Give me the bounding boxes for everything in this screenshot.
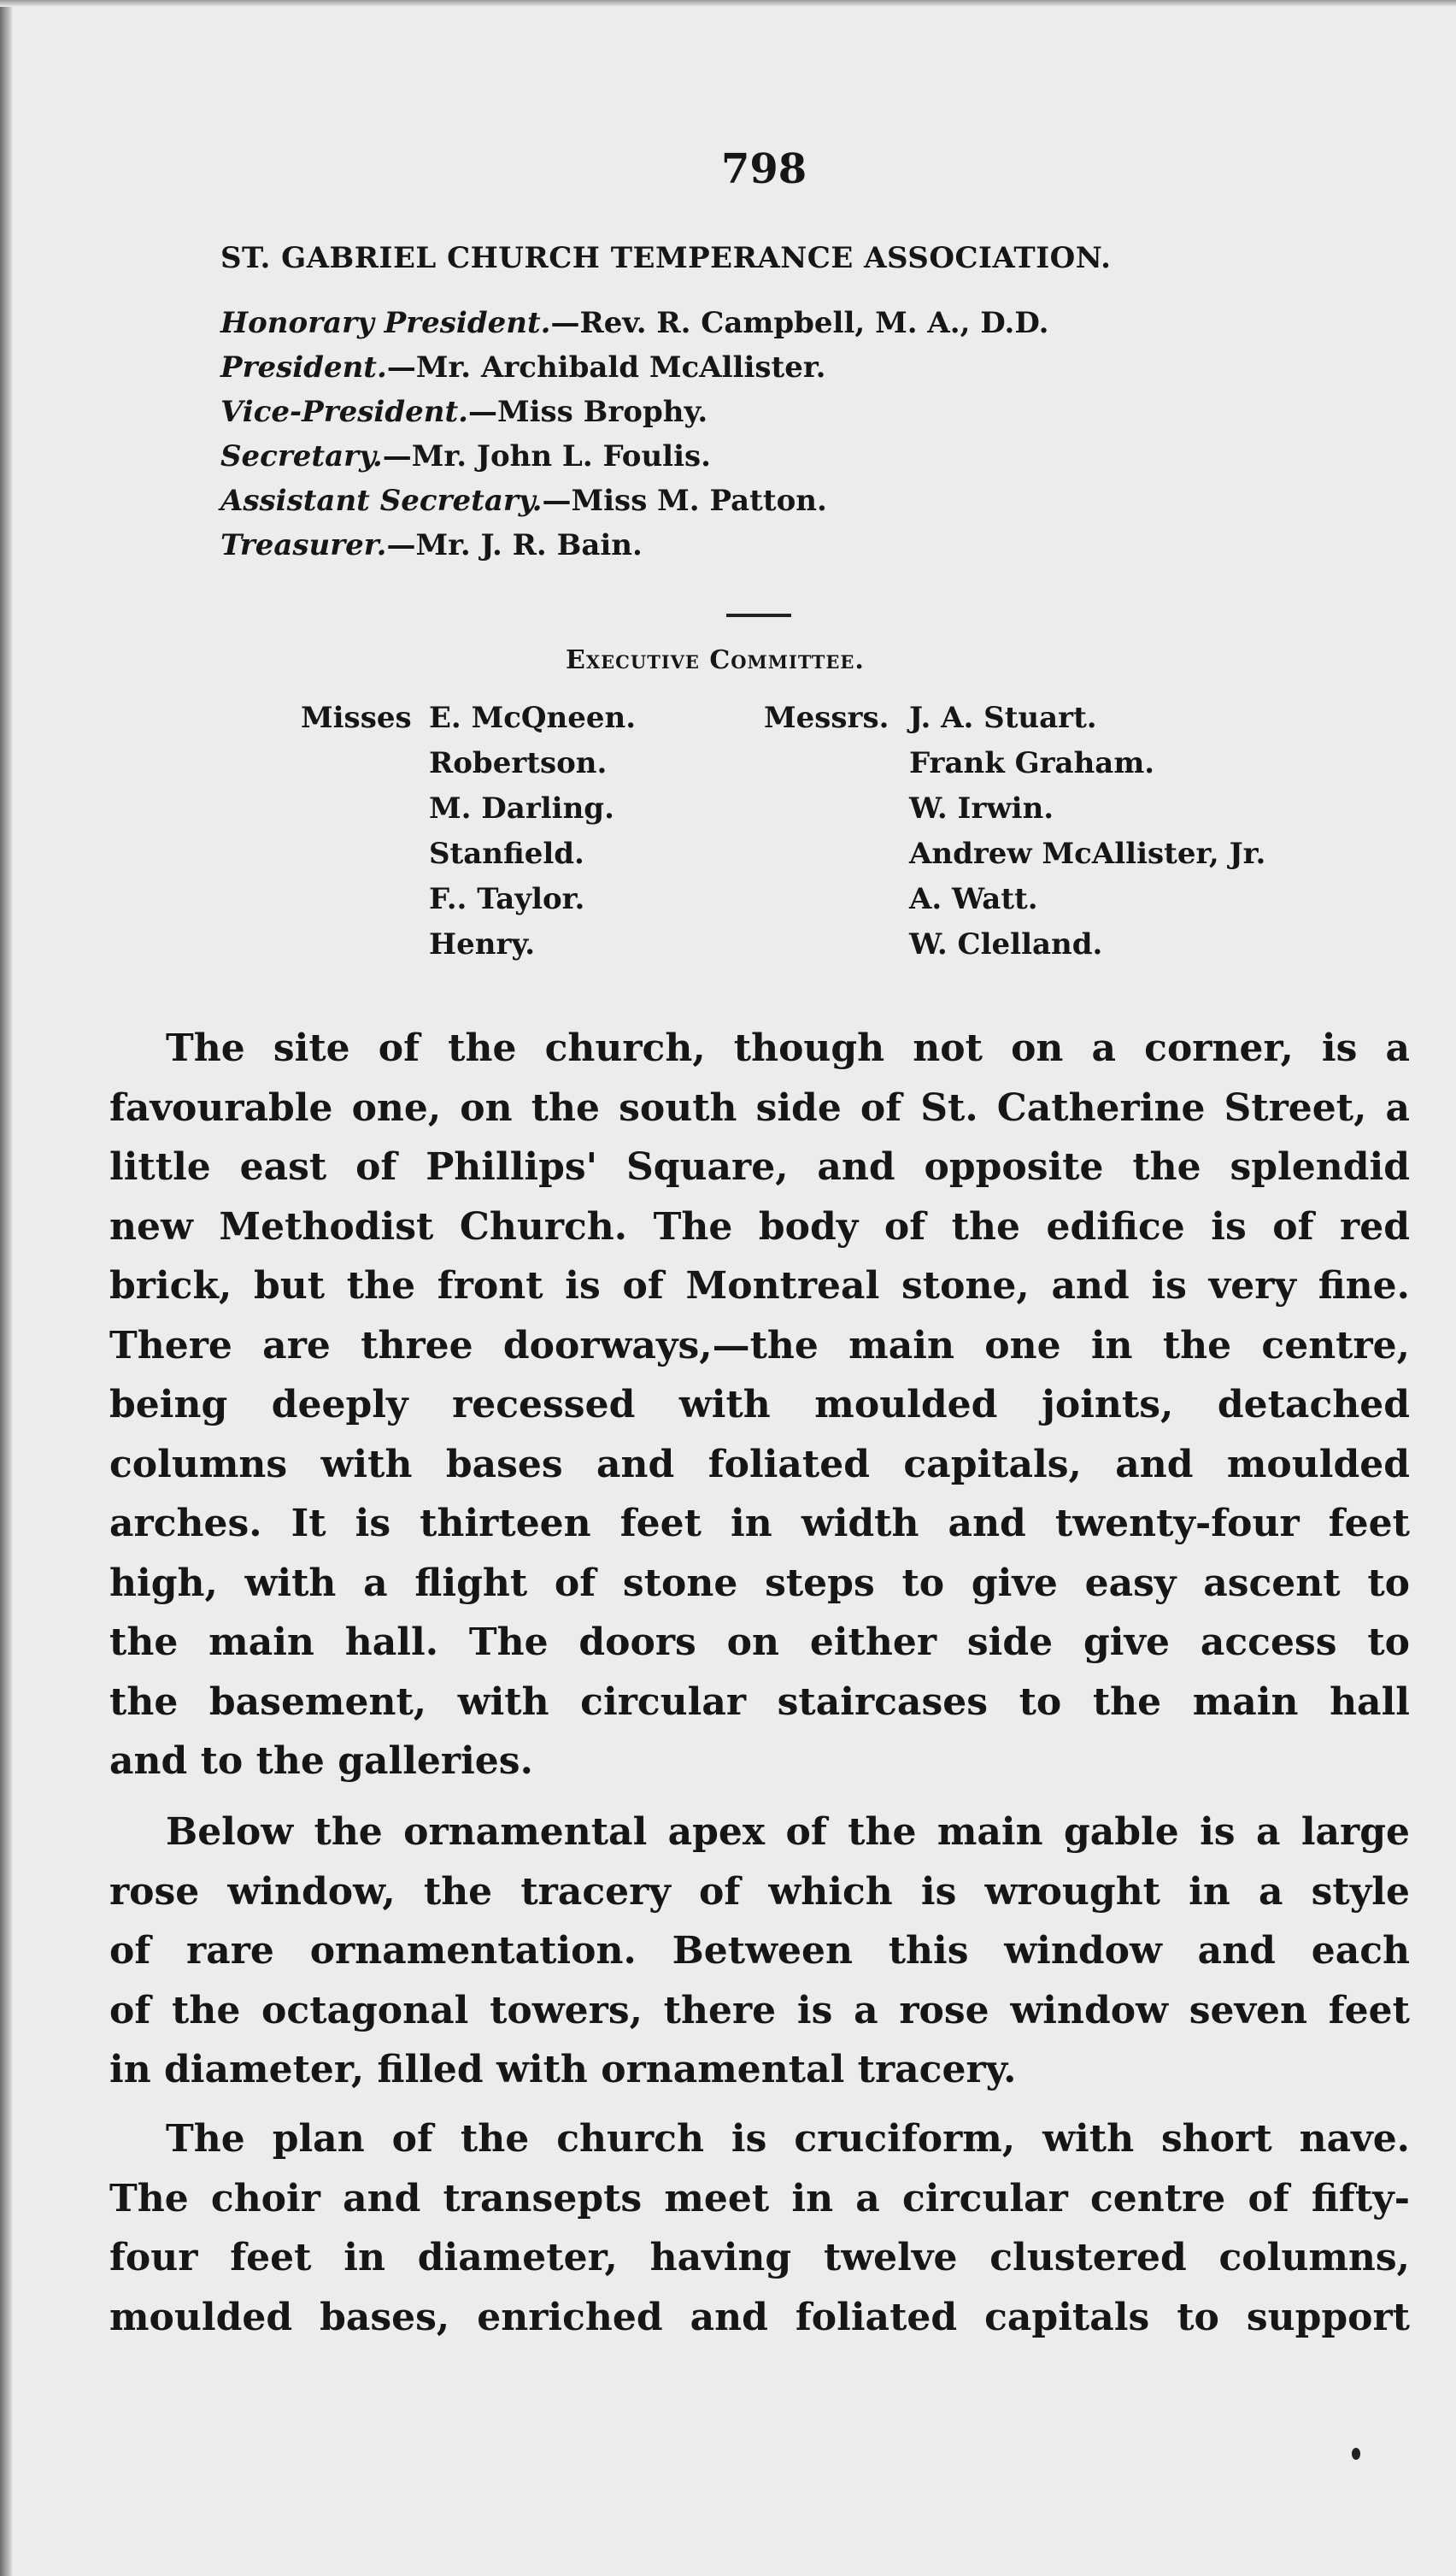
page-edge-shadow [0,0,12,2576]
officer-role: Assistant Secretary. [220,484,543,518]
officer-line [220,395,707,429]
paragraph-line: columns with bases and foliated capitals, and moulded [109,1442,1410,1486]
officer-name: —Rev. R. Campbell, M. A., D.D. [550,306,1049,340]
divider-rule [726,614,791,617]
committee-member-left: F.. Taylor. [429,882,585,916]
officer-name: —Mr. Archibald McAllister. [386,350,826,385]
paragraph-line: the basement, with circular staircases to the main hall [109,1679,1410,1724]
paragraph-line: moulded bases, enriched and foliated capitals to support [109,2295,1410,2339]
paragraph-line: favourable one, on the south side of St. Catherine Street, a [109,1085,1410,1130]
committee-member-left: M. Darling. [429,791,614,826]
committee-right-prefix: Messrs. [764,701,889,735]
committee-title: Executive Committee. [566,645,865,675]
paragraph-line: The site of the church, though not on a corner, is a [166,1026,1410,1070]
paragraph-line: new Methodist Church. The body of the edifice is of red [109,1204,1410,1249]
committee-left-prefix: Misses [301,701,412,735]
paragraph-line: being deeply recessed with moulded joints, detached [109,1383,1410,1426]
officer-line [220,439,711,473]
officer-name: —Miss Brophy. [467,395,708,429]
paragraph-line: There are three doorways,—the main one in the centre, [109,1323,1410,1367]
paragraph-line: little east of Phillips' Square, and opposite the splendid [109,1145,1410,1189]
paragraph-line: the main hall. The doors on either side give access to [109,1620,1410,1664]
officer-line [220,484,827,518]
paragraph-line: brick, but the front is of Montreal stone, and is very fine. [109,1264,1410,1308]
committee-member-right: Andrew McAllister, Jr. [909,837,1266,871]
committee-member-left: Henry. [429,927,536,962]
committee-member-right: W. Clelland. [909,927,1103,962]
officer-role: Honorary President. [220,306,551,340]
officer-line [220,350,825,385]
section-heading: ST. GABRIEL CHURCH TEMPERANCE ASSOCIATION. [220,241,1112,275]
paragraph-line: of the octagonal towers, there is a rose window seven feet [109,1988,1410,2032]
paragraph-line: four feet in diameter, having twelve clustered columns, [109,2236,1410,2279]
body-paragraph [109,2109,1410,2347]
paragraph-line: of rare ornamentation. Between this window and each [109,1929,1410,1973]
committee-member-right: W. Irwin. [909,791,1054,826]
page-number: 798 [721,145,807,193]
committee-member-left: E. McQneen. [429,701,637,735]
officer-role: President. [220,350,387,385]
body-paragraph [109,1803,1410,2100]
paragraph-line: Below the ornamental apex of the main gable is a large [166,1810,1410,1854]
paragraph-line: The choir and transepts meet in a circular centre of fifty- [109,2176,1410,2220]
page-top-shadow [0,0,1456,7]
paragraph-line: arches. It is thirteen feet in width and twenty-four feet [109,1502,1410,1545]
officer-role: Vice-President. [220,395,468,429]
committee-member-left: Robertson. [429,746,608,780]
committee-member-right: Frank Graham. [909,746,1155,780]
officer-name: —Miss M. Patton. [542,484,827,518]
paragraph-line: in diameter, filled with ornamental tracery. [109,2048,1017,2091]
paragraph-line: and to the galleries. [109,1739,533,1783]
committee-member-left: Stanfield. [429,837,584,871]
paragraph-line: The plan of the church is cruciform, with short nave. [166,2117,1410,2161]
paragraph-line: rose window, the tracery of which is wrought in a style [109,1869,1410,1914]
officer-role: Secretary. [220,439,383,473]
committee-member-right: A. Watt. [909,882,1038,916]
paragraph-line: high, with a flight of stone steps to give easy ascent to [109,1561,1410,1605]
officer-line [220,306,1048,340]
officer-line [220,528,643,562]
ink-speck [1352,2448,1360,2460]
officer-name: —Mr. John L. Foulis. [382,439,711,473]
officer-role: Treasurer. [220,528,387,562]
committee-member-right: J. A. Stuart. [909,701,1097,735]
body-paragraph [109,1019,1410,1791]
officer-name: —Mr. J. R. Bain. [386,528,643,562]
